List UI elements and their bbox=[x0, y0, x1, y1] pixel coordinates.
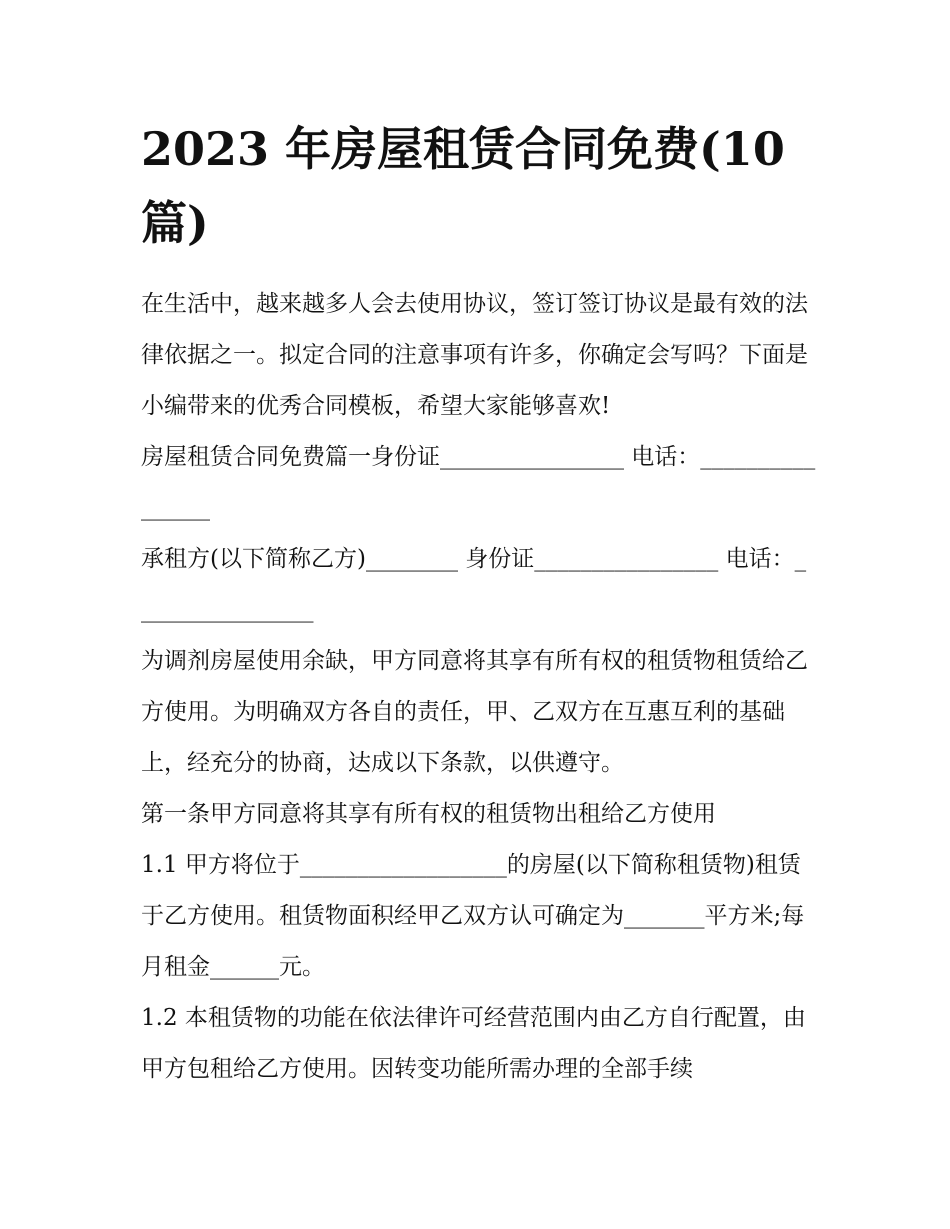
clause-1-2: 1.2 本租赁物的功能在依法律许可经营范围内由乙方自行配置，由甲方包租给乙方使用。因转变功能所需办理的全部手续 bbox=[141, 1005, 806, 1082]
intro-paragraph: 在生活中，越来越多人会去使用协议，签订签订协议是最有效的法律依据之一。拟定合同的注意事项有许多，你确定会写吗？下面是小编带来的优秀合同模板，希望大家能够喜欢! bbox=[141, 291, 808, 419]
document-body bbox=[141, 279, 816, 1095]
contract-party-a-line: 房屋租赁合同免费篇一身份证________________ 电话：________________ bbox=[141, 444, 816, 521]
document-title: 2023 年房屋租赁合同免费(10 篇) bbox=[141, 122, 785, 250]
purpose-paragraph: 为调剂房屋使用余缺，甲方同意将其享有所有权的租赁物租赁给乙方使用。为明确双方各自的责任，甲、乙双方在互惠互利的基础上，经充分的协商，达成以下条款，以供遵守。 bbox=[141, 648, 808, 776]
article-one-heading: 第一条甲方同意将其享有所有权的租赁物出租给乙方使用 bbox=[141, 801, 716, 827]
clause-1-1: 1.1 甲方将位于__________________的房屋(以下简称租赁物)租赁于乙方使用。租赁物面积经甲乙双方认可确定为_______平方米;每月租金______元。 bbox=[141, 852, 805, 980]
contract-party-b-line: 承租方(以下简称乙方)________ 身份证________________ 电话：________________ bbox=[141, 546, 807, 623]
